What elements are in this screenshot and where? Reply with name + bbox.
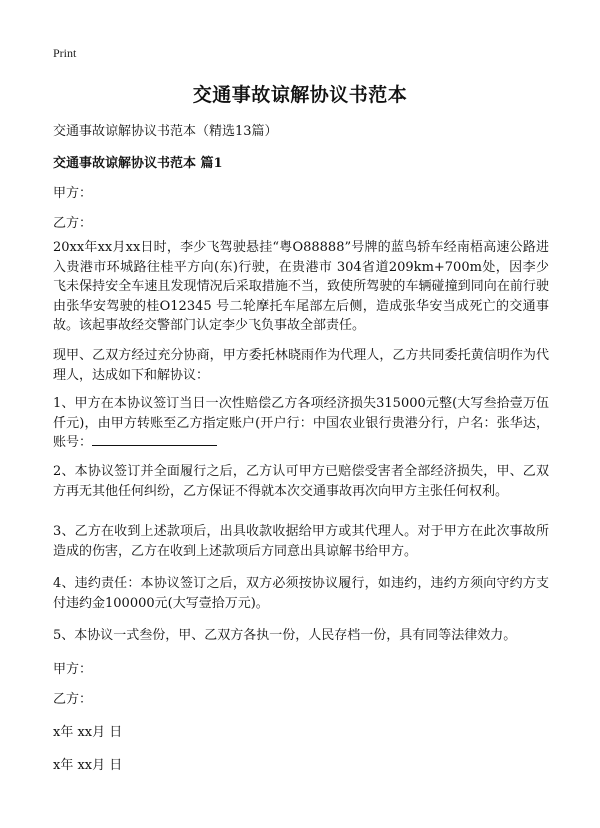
document-subtitle: 交通事故谅解协议书范本（精选13篇） bbox=[53, 124, 278, 139]
section-heading: 交通事故谅解协议书范本 篇1 bbox=[53, 156, 223, 171]
page-title: 交通事故谅解协议书范本 bbox=[192, 84, 408, 106]
account-number-blank bbox=[92, 433, 217, 446]
signature-date-1: x年 xx月 日 bbox=[53, 725, 123, 740]
signature-party-b-label: 乙方： bbox=[53, 692, 93, 707]
party-a-label: 甲方： bbox=[53, 186, 93, 201]
paragraph-clause-5: 5、本协议一式叁份，甲、乙双方各执一份，人民存档一份，具有同等法律效力。 bbox=[53, 628, 517, 643]
print-link[interactable]: Print bbox=[53, 46, 77, 60]
party-b-label: 乙方： bbox=[53, 216, 93, 231]
clause-1-text: 1、甲方在本协议签订当日一次性赔偿乙方各项经济损失315000元整(大写叁拾壹万伍仟元)，由甲方转账至乙方指定账户(开户行：中国农业银行贵港分行，户名：张华达，账号： bbox=[53, 396, 549, 450]
paragraph-clause-4: 4、违约责任：本协议签订之后，双方必须按协议履行，如违约，违约方须向守约方支付违约金100000元(大写壹拾万元)。 bbox=[53, 576, 549, 611]
signature-date-2: x年 xx月 日 bbox=[53, 758, 123, 773]
paragraph-clause-2: 2、本协议签订并全面履行之后，乙方认可甲方已赔偿受害者全部经济损失，甲、乙双方再无其他任何纠纷，乙方保证不得就本次交通事故再次向甲方主张任何权利。 bbox=[53, 464, 549, 499]
signature-party-a-label: 甲方： bbox=[53, 662, 93, 677]
paragraph-agreement-intro: 现甲、乙双方经过充分协商，甲方委托林晓雨作为代理人，乙方共同委托黄信明作为代理人，达成如下和解协议： bbox=[53, 348, 549, 383]
paragraph-incident: 20xx年xx月xx日时，李少飞驾驶悬挂“粤O88888”号牌的蓝鸟轿车经南梧高速公路进入贵港市环城路往桂平方向(东)行驶，在贵港市 304省道209km+700m处，因李少飞未保持安全车速且发现情况后采取措施不当，致使所驾驶的车辆碰撞到同向在前行驶由张华安驾驶的桂O12345 号二轮摩托车尾部左后侧，造成张华安当成死亡的交通事故。该起事故经交警部门认定李少飞负事故全部责任。 bbox=[53, 240, 549, 333]
paragraph-clause-3: 3、乙方在收到上述款项后，出具收款收据给甲方或其代理人。对于甲方在此次事故所造成的伤害，乙方在收到上述款项后方同意出具谅解书给甲方。 bbox=[53, 524, 549, 559]
paragraph-clause-1 bbox=[53, 394, 549, 453]
